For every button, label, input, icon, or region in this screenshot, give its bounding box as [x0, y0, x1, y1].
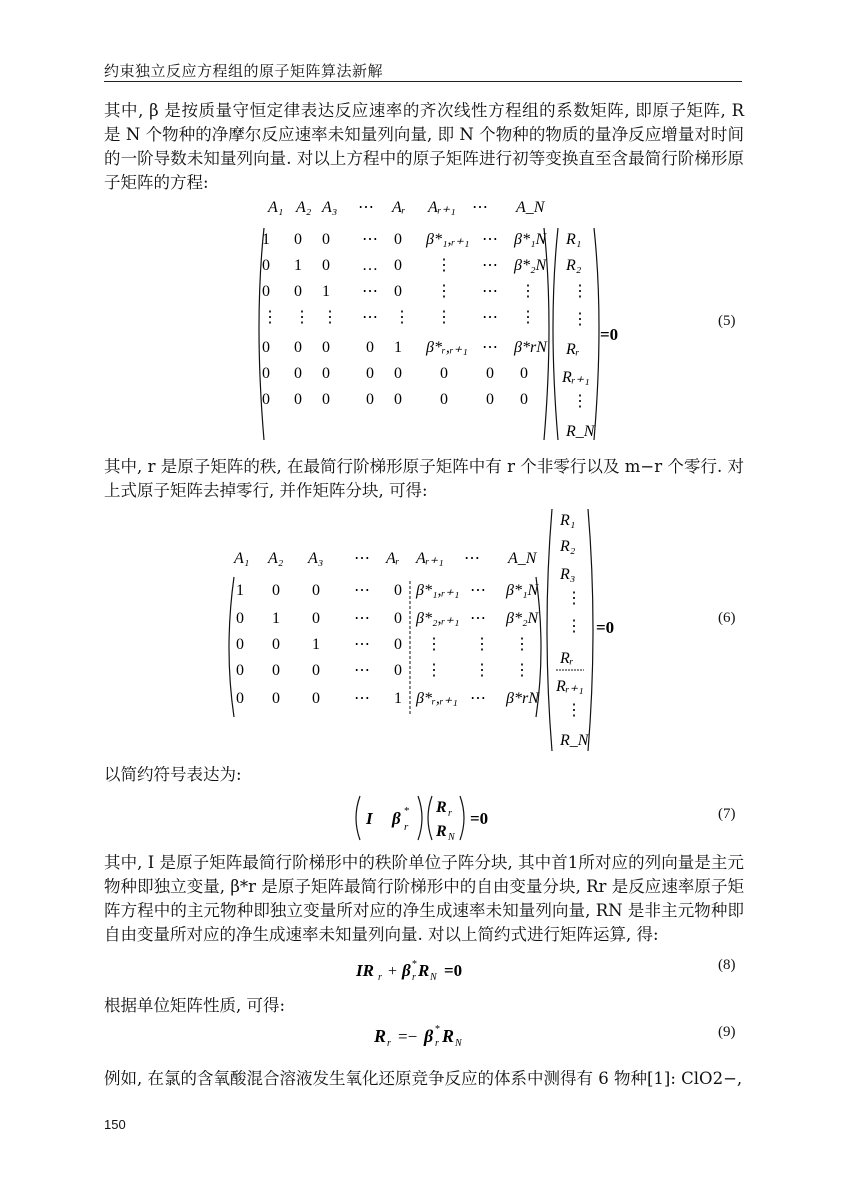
svg-text:0: 0	[322, 391, 330, 408]
svg-text:β: β	[392, 809, 401, 828]
svg-text:0: 0	[394, 257, 402, 274]
svg-text:1: 1	[294, 257, 302, 274]
svg-text:1: 1	[236, 582, 244, 599]
svg-text:N: N	[448, 832, 455, 843]
svg-text:⋯: ⋯	[464, 550, 480, 567]
svg-text:⋯: ⋯	[482, 309, 498, 326]
svg-text:⋮: ⋮	[394, 309, 410, 326]
svg-text:0: 0	[294, 283, 302, 300]
svg-text:R₁: R₁	[560, 512, 576, 529]
svg-text:r: r	[404, 821, 409, 833]
svg-text:0: 0	[236, 636, 244, 653]
svg-text:0: 0	[312, 610, 320, 627]
svg-text:0: 0	[262, 391, 270, 408]
svg-text:⋮: ⋮	[514, 636, 530, 653]
equation-8	[354, 954, 484, 984]
svg-text:R: R	[436, 823, 447, 840]
svg-text:β: β	[424, 1026, 434, 1046]
equation-5-matrix	[250, 192, 619, 450]
svg-text:⋯: ⋯	[358, 199, 374, 216]
page-number: 150	[104, 1117, 126, 1132]
svg-text:0: 0	[394, 365, 402, 382]
svg-text:⋯: ⋯	[362, 283, 378, 300]
svg-text:…: …	[362, 257, 378, 274]
svg-text:⋯: ⋯	[470, 582, 486, 599]
svg-text:0: 0	[272, 662, 280, 679]
svg-text:Aᵣ: Aᵣ	[392, 199, 406, 216]
svg-text:⋯: ⋯	[482, 257, 498, 274]
svg-text:0: 0	[394, 391, 402, 408]
svg-text:0: 0	[486, 391, 494, 408]
svg-text:1: 1	[272, 610, 280, 627]
paragraph-2: 其中, r 是原子矩阵的秩, 在最简行阶梯形原子矩阵中有 r 个非零行以及 m−r 个零行. 对上式原子矩阵去掉零行, 并作矩阵分块, 可得:	[104, 457, 744, 500]
svg-text:⋯: ⋯	[362, 231, 378, 248]
svg-text:R₂: R₂	[566, 257, 582, 274]
svg-text:⋯: ⋯	[354, 610, 370, 627]
svg-text:0: 0	[366, 365, 374, 382]
svg-text:β*ᵣ,ᵣ₊₁: β*ᵣ,ᵣ₊₁	[416, 690, 458, 707]
svg-text:A_N: A_N	[516, 199, 545, 216]
svg-text:⋮: ⋮	[514, 662, 530, 679]
svg-text:I: I	[366, 809, 373, 828]
svg-text:r: r	[448, 808, 452, 819]
svg-text:0: 0	[440, 365, 448, 382]
svg-text:R: R	[436, 799, 447, 816]
svg-text:0: 0	[394, 636, 402, 653]
svg-text:Rᵣ: Rᵣ	[560, 650, 574, 667]
svg-text:*: *	[412, 959, 417, 970]
svg-text:0: 0	[312, 662, 320, 679]
svg-text:1: 1	[394, 690, 402, 707]
svg-text:⋮: ⋮	[426, 636, 442, 653]
svg-text:0: 0	[312, 690, 320, 707]
svg-text:0: 0	[394, 610, 402, 627]
svg-text:0: 0	[272, 636, 280, 653]
equation-9-number: (9)	[718, 1024, 736, 1040]
equation-7	[352, 790, 502, 846]
svg-text:A₁: A₁	[234, 550, 250, 567]
svg-text:⋮: ⋮	[474, 662, 490, 679]
paragraph-1: 其中, β 是按质量守恒定律表达反应速率的齐次线性方程组的系数矩阵, 即原子矩阵, R 是 N 个物种的净摩尔反应速率未知量列向量, 即 N 个物种的物质的量净反应增量对时间的一阶导数未知量列向量. 对以上方程中的原子矩阵进行初等变换直至含最简行阶梯形原子矩阵的方程:	[104, 101, 744, 192]
svg-text:⋯: ⋯	[482, 283, 498, 300]
svg-text:0: 0	[272, 690, 280, 707]
svg-text:=0: =0	[600, 325, 619, 344]
svg-text:⋯: ⋯	[354, 690, 370, 707]
svg-text:⋯: ⋯	[470, 690, 486, 707]
svg-text:⋯: ⋯	[354, 550, 370, 567]
svg-text:⋮: ⋮	[436, 309, 452, 326]
svg-text:Rᵣ₊₁: Rᵣ₊₁	[556, 678, 584, 695]
svg-text:r: r	[387, 1038, 391, 1049]
svg-text:⋯: ⋯	[482, 231, 498, 248]
svg-text:0: 0	[486, 365, 494, 382]
svg-text:⋯: ⋯	[354, 662, 370, 679]
running-header: 约束独立反应方程组的原子矩阵算法新解	[104, 62, 384, 80]
svg-text:⋯: ⋯	[482, 339, 498, 356]
svg-text:β: β	[402, 961, 411, 980]
svg-text:β*₁N: β*₁N	[514, 231, 547, 248]
svg-text:0: 0	[262, 365, 270, 382]
equation-6-number: (6)	[718, 610, 736, 626]
svg-text:β*₁N: β*₁N	[506, 582, 539, 599]
svg-text:r: r	[378, 972, 382, 983]
svg-text:⋮: ⋮	[520, 283, 536, 300]
svg-text:0: 0	[520, 365, 528, 382]
svg-text:⋯: ⋯	[362, 309, 378, 326]
svg-text:A₃: A₃	[322, 199, 338, 216]
svg-text:=0: =0	[444, 961, 463, 980]
svg-text:Aᵣ: Aᵣ	[386, 550, 400, 567]
svg-text:0: 0	[394, 283, 402, 300]
svg-text:R₁: R₁	[566, 231, 582, 248]
svg-text:1: 1	[262, 231, 270, 248]
svg-text:0: 0	[272, 582, 280, 599]
svg-text:β*ᵣ,ᵣ₊₁: β*ᵣ,ᵣ₊₁	[426, 339, 468, 356]
svg-text:IR: IR	[356, 961, 374, 980]
svg-text:⋯: ⋯	[470, 610, 486, 627]
equation-7-number: (7)	[718, 806, 736, 822]
svg-text:0: 0	[236, 690, 244, 707]
svg-text:=0: =0	[596, 618, 615, 637]
svg-text:⋮: ⋮	[426, 662, 442, 679]
paragraph-3: 以简约符号表达为:	[104, 765, 242, 784]
svg-text:⋮: ⋮	[566, 702, 582, 719]
svg-text:0: 0	[262, 283, 270, 300]
paragraph-6: 例如, 在氯的含氧酸混合溶液发生氧化还原竞争反应的体系中测得有 6 物种[1]: ClO2−,	[104, 1069, 743, 1088]
equation-8-number: (8)	[718, 957, 736, 973]
svg-text:=−: =−	[398, 1027, 418, 1046]
svg-text:1: 1	[394, 339, 402, 356]
svg-text:⋮: ⋮	[322, 309, 338, 326]
svg-text:0: 0	[294, 391, 302, 408]
svg-text:0: 0	[312, 582, 320, 599]
svg-text:β*rN: β*rN	[506, 690, 539, 707]
svg-text:0: 0	[440, 391, 448, 408]
svg-text:R: R	[442, 1026, 455, 1046]
svg-text:Aᵣ₊₁: Aᵣ₊₁	[416, 550, 444, 567]
svg-text:R₂: R₂	[560, 538, 576, 555]
svg-text:N: N	[455, 1038, 462, 1049]
svg-text:0: 0	[236, 610, 244, 627]
svg-text:*: *	[404, 805, 410, 817]
svg-text:0: 0	[262, 339, 270, 356]
svg-text:A₂: A₂	[296, 199, 312, 216]
svg-text:⋯: ⋯	[354, 582, 370, 599]
svg-text:0: 0	[322, 231, 330, 248]
svg-text:0: 0	[294, 365, 302, 382]
svg-text:⋮: ⋮	[572, 283, 588, 300]
svg-text:N: N	[430, 972, 437, 983]
svg-text:β*₂N: β*₂N	[506, 610, 539, 627]
svg-text:1: 1	[312, 636, 320, 653]
svg-text:A_N: A_N	[508, 550, 537, 567]
svg-text:β*₁,ᵣ₊₁: β*₁,ᵣ₊₁	[426, 231, 470, 248]
svg-text:0: 0	[322, 339, 330, 356]
svg-text:*: *	[435, 1024, 440, 1035]
svg-text:R: R	[418, 961, 430, 980]
svg-text:Aᵣ₊₁: Aᵣ₊₁	[428, 199, 456, 216]
svg-text:0: 0	[366, 339, 374, 356]
svg-text:⋮: ⋮	[436, 283, 452, 300]
svg-text:β*₂N: β*₂N	[514, 257, 547, 274]
svg-text:0: 0	[322, 365, 330, 382]
svg-text:β*rN: β*rN	[514, 339, 547, 356]
svg-text:0: 0	[294, 339, 302, 356]
header-rule	[104, 81, 742, 82]
svg-text:0: 0	[394, 662, 402, 679]
svg-text:0: 0	[394, 582, 402, 599]
svg-text:r: r	[412, 972, 416, 983]
equation-5-number: (5)	[718, 313, 736, 329]
svg-text:⋮: ⋮	[262, 309, 278, 326]
equation-6-matrix	[226, 505, 630, 755]
svg-text:⋮: ⋮	[520, 309, 536, 326]
svg-text:1: 1	[322, 283, 330, 300]
svg-text:=0: =0	[470, 809, 489, 828]
svg-text:Rᵣ₊₁: Rᵣ₊₁	[562, 369, 590, 386]
svg-text:⋮: ⋮	[436, 257, 452, 274]
svg-text:⋮: ⋮	[572, 311, 588, 328]
svg-text:R_N: R_N	[566, 423, 595, 440]
svg-text:0: 0	[262, 257, 270, 274]
svg-text:R₃: R₃	[560, 566, 576, 583]
svg-text:⋮: ⋮	[572, 393, 588, 410]
svg-text:β*₂,ᵣ₊₁: β*₂,ᵣ₊₁	[416, 610, 460, 627]
svg-text:0: 0	[294, 231, 302, 248]
svg-text:0: 0	[394, 231, 402, 248]
svg-text:0: 0	[322, 257, 330, 274]
svg-text:A₃: A₃	[308, 550, 324, 567]
svg-text:⋮: ⋮	[294, 309, 310, 326]
svg-text:⋮: ⋮	[566, 590, 582, 607]
svg-text:R_N: R_N	[560, 732, 589, 749]
svg-text:⋯: ⋯	[354, 636, 370, 653]
svg-text:+: +	[388, 963, 398, 980]
paragraph-5: 根据单位矩阵性质, 可得:	[104, 996, 286, 1015]
paragraph-4: 其中, I 是原子矩阵最简行阶梯形中的秩阶单位子阵分块, 其中首1所对应的列向量是主元物种即独立变量, β*r 是原子矩阵最简行阶梯形中的自由变量分块, Rr 是反应速率原子矩阵方程中的主元物种即独立变量所对应的净生成速率未知量列向量, RN 是非主元物种即自由变量所对应的净生成速率未知量列向量. 对以上简约式进行矩阵运算, 得:	[104, 853, 744, 944]
svg-text:⋯: ⋯	[472, 199, 488, 216]
svg-text:⋮: ⋮	[566, 618, 582, 635]
svg-text:R: R	[374, 1026, 387, 1046]
equation-9	[372, 1018, 482, 1052]
svg-text:0: 0	[520, 391, 528, 408]
svg-text:A₂: A₂	[268, 550, 284, 567]
svg-text:0: 0	[236, 662, 244, 679]
svg-text:⋮: ⋮	[474, 636, 490, 653]
svg-text:r: r	[435, 1038, 439, 1049]
svg-text:0: 0	[366, 391, 374, 408]
svg-text:A₁: A₁	[268, 199, 284, 216]
svg-text:β*₁,ᵣ₊₁: β*₁,ᵣ₊₁	[416, 582, 460, 599]
svg-text:Rᵣ: Rᵣ	[566, 341, 580, 358]
